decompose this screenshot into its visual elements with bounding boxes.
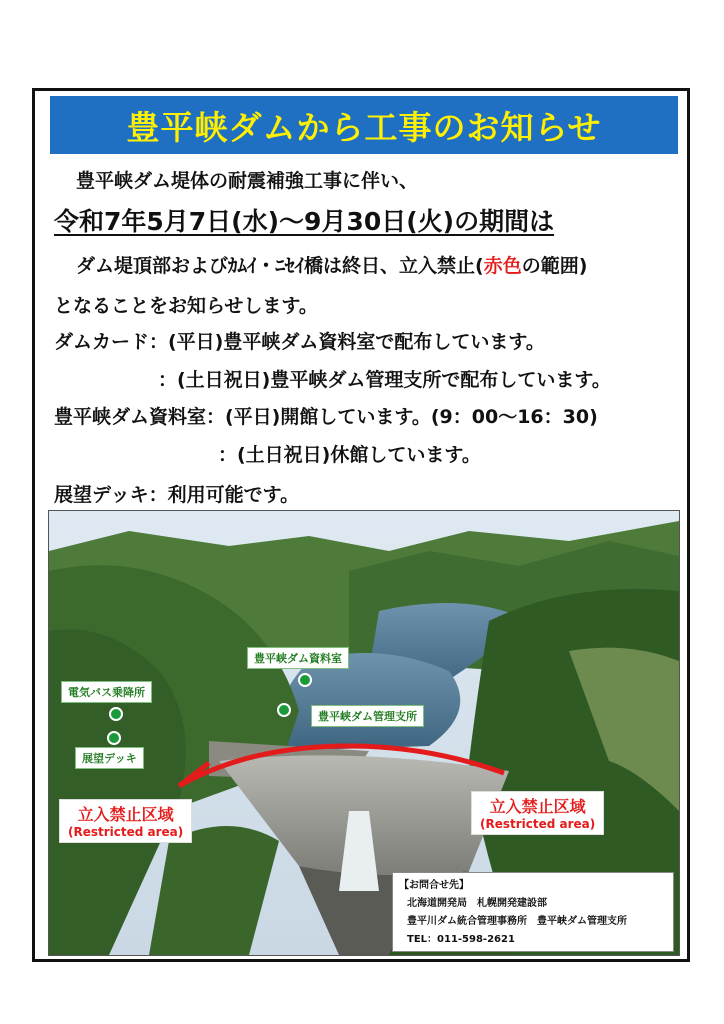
- contact-box: [392, 872, 674, 952]
- contact-org2: 豊平川ダム統合管理事務所 豊平峡ダム管理支所: [407, 916, 627, 927]
- marker-museum: [298, 673, 312, 687]
- museum-holiday: ：(土日祝日)休館しています。: [218, 444, 481, 466]
- restriction-notice-cont: となることをお知らせします。: [54, 295, 318, 317]
- dam-card-holiday: ：(土日祝日)豊平峡ダム管理支所で配布しています。: [158, 369, 611, 391]
- title-banner: [50, 96, 678, 154]
- marker-deck: [107, 731, 121, 745]
- dam-card-weekday: ダムカード：(平日)豊平峡ダム資料室で配布しています。: [54, 331, 545, 353]
- restriction-red-word: 赤色: [483, 255, 522, 277]
- contact-tel: TEL：011-598-2621: [407, 934, 515, 945]
- restricted-area-left: [59, 799, 192, 843]
- restricted-left-en: (Restricted area): [68, 825, 184, 839]
- contact-org1: 北海道開発局 札幌開発建設部: [407, 898, 547, 909]
- label-museum: 豊平峡ダム資料室: [247, 647, 349, 669]
- contact-header: 【お問合せ先】: [399, 880, 469, 891]
- restricted-left-jp: 立入禁止区域: [77, 805, 174, 824]
- restricted-area-right: [471, 791, 604, 835]
- label-bus-stop: 電気バス乗降所: [61, 681, 152, 703]
- museum-weekday: 豊平峡ダム資料室：(平日)開館しています。(9：00～16：30): [54, 406, 598, 428]
- page-title: 豊平峡ダムから工事のお知らせ: [126, 107, 602, 147]
- deck-status: 展望デッキ：利用可能です。: [54, 484, 300, 506]
- label-office: 豊平峡ダム管理支所: [311, 705, 424, 727]
- restricted-right-en: (Restricted area): [480, 817, 596, 831]
- restriction-notice-post: の範囲): [521, 255, 588, 277]
- label-deck: 展望デッキ: [75, 747, 144, 769]
- intro-text: 豊平峡ダム堤体の耐震補強工事に伴い、: [76, 170, 419, 192]
- period-text: 令和7年5月7日(水)～9月30日(火)の期間は: [54, 207, 555, 236]
- restricted-right-jp: 立入禁止区域: [489, 797, 586, 816]
- restriction-notice-pre: ダム堤頂部およびｶﾑｲ・ﾆｾｲ橋は終日、立入禁止(: [76, 255, 484, 277]
- restriction-notice: [76, 251, 587, 278]
- marker-bus-stop: [109, 707, 123, 721]
- marker-office: [277, 703, 291, 717]
